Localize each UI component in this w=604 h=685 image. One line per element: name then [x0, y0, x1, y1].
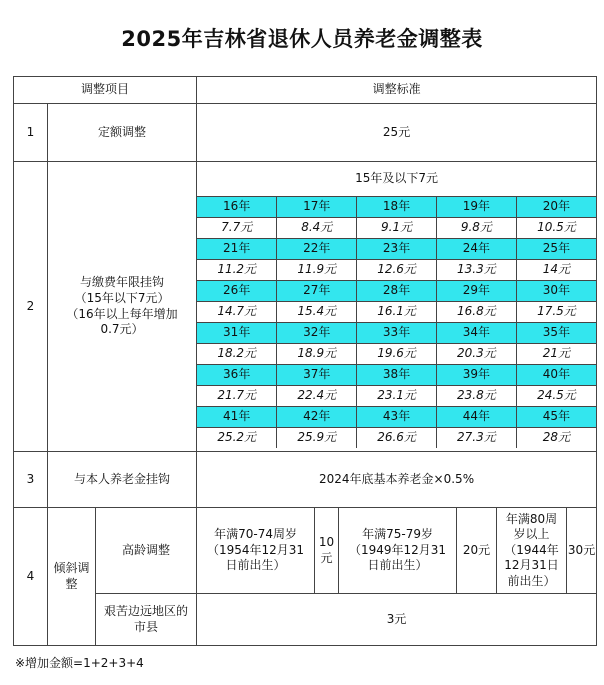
- years-cell: 18年: [357, 197, 437, 218]
- amount-cell: 11.9元: [277, 260, 357, 281]
- amount-cell: 8.4元: [277, 218, 357, 239]
- elderly-amount: 10元: [315, 508, 339, 594]
- amount-cell: 10.5元: [516, 218, 596, 239]
- row-3-standard: 2024年底基本养老金×0.5%: [197, 452, 597, 508]
- years-cell: 41年: [197, 407, 277, 428]
- header-standard: 调整标准: [197, 77, 597, 104]
- amount-cell: 18.9元: [277, 344, 357, 365]
- amount-cell: 9.8元: [436, 218, 516, 239]
- amount-cell: 25.9元: [277, 428, 357, 449]
- years-cell: 36年: [197, 365, 277, 386]
- years-cell: 23年: [357, 239, 437, 260]
- amount-cell: 12.6元: [357, 260, 437, 281]
- years-cell: 34年: [436, 323, 516, 344]
- amount-cell: 11.2元: [197, 260, 277, 281]
- elderly-amount: 20元: [457, 508, 497, 594]
- years-cell: 29年: [436, 281, 516, 302]
- elderly-amount: 30元: [567, 508, 597, 594]
- row-1-standard: 25元: [197, 104, 597, 162]
- years-cell: 33年: [357, 323, 437, 344]
- amount-cell: 21.7元: [197, 386, 277, 407]
- row-2-item-line: 与缴费年限挂钩: [80, 275, 165, 290]
- row-3-no: 3: [14, 452, 48, 508]
- amount-cell: 13.3元: [436, 260, 516, 281]
- page-title: 2025年吉林省退休人员养老金调整表: [121, 27, 483, 51]
- years-cell: 16年: [197, 197, 277, 218]
- amount-cell: 20.3元: [436, 344, 516, 365]
- amount-cell: 16.8元: [436, 302, 516, 323]
- amount-cell: 22.4元: [277, 386, 357, 407]
- years-cell: 30年: [516, 281, 596, 302]
- years-cell: 35年: [516, 323, 596, 344]
- row-2-item: [48, 162, 197, 452]
- elderly-label: 高龄调整: [96, 508, 197, 594]
- amount-cell: 28元: [516, 428, 596, 449]
- years-cell: 43年: [357, 407, 437, 428]
- row-2-item-line: 0.7元）: [100, 322, 144, 337]
- amount-cell: 23.8元: [436, 386, 516, 407]
- amount-cell: 18.2元: [197, 344, 277, 365]
- amount-cell: 23.1元: [357, 386, 437, 407]
- years-cell: 40年: [516, 365, 596, 386]
- remote-amount: 3元: [197, 594, 597, 646]
- years-cell: 20年: [516, 197, 596, 218]
- row-1-item: 定额调整: [48, 104, 197, 162]
- amount-cell: 17.5元: [516, 302, 596, 323]
- years-cell: 22年: [277, 239, 357, 260]
- row-1-no: 1: [14, 104, 48, 162]
- amount-cell: 27.3元: [436, 428, 516, 449]
- elderly-cond: 年满70-74周岁（1954年12月31日前出生）: [197, 508, 315, 594]
- amount-cell: 14元: [516, 260, 596, 281]
- amount-cell: 15.4元: [277, 302, 357, 323]
- row-2-item-line: （15年以下7元）: [74, 290, 170, 305]
- row-2-item-line: （16年以上每年增加: [66, 306, 178, 321]
- years-cell: 37年: [277, 365, 357, 386]
- years-cell: 21年: [197, 239, 277, 260]
- years-cell: 27年: [277, 281, 357, 302]
- amount-cell: 9.1元: [357, 218, 437, 239]
- years-cell: 28年: [357, 281, 437, 302]
- row-4-no: 4: [14, 508, 48, 646]
- years-cell: 45年: [516, 407, 596, 428]
- elderly-cond: 年满75-79岁（1949年12月31日前出生）: [339, 508, 457, 594]
- years-cell: 32年: [277, 323, 357, 344]
- years-cell: 26年: [197, 281, 277, 302]
- amount-cell: 25.2元: [197, 428, 277, 449]
- elderly-cond: 年满80周岁以上 （1944年12月31日前出生）: [497, 508, 567, 594]
- years-grid: [197, 197, 596, 448]
- years-cell: 42年: [277, 407, 357, 428]
- years-cell: 25年: [516, 239, 596, 260]
- years-cell: 24年: [436, 239, 516, 260]
- header-item: 调整项目: [14, 77, 197, 104]
- row-2-standard: [197, 162, 597, 452]
- years-cell: 17年: [277, 197, 357, 218]
- footnote: ※增加金额=1+2+3+4: [15, 656, 144, 670]
- years-cell: 44年: [436, 407, 516, 428]
- amount-cell: 16.1元: [357, 302, 437, 323]
- amount-cell: 24.5元: [516, 386, 596, 407]
- amount-cell: 14.7元: [197, 302, 277, 323]
- years-cell: 39年: [436, 365, 516, 386]
- amount-cell: 26.6元: [357, 428, 437, 449]
- amount-cell: 7.7元: [197, 218, 277, 239]
- remote-label: 艰苦边远地区的市县: [96, 594, 197, 646]
- row-2-no: 2: [14, 162, 48, 452]
- row-3-item: 与本人养老金挂钩: [48, 452, 197, 508]
- amount-cell: 21元: [516, 344, 596, 365]
- row-4-group: 倾斜调整: [48, 508, 96, 646]
- amount-cell: 19.6元: [357, 344, 437, 365]
- years-cell: 31年: [197, 323, 277, 344]
- years-cell: 38年: [357, 365, 437, 386]
- years-cell: 19年: [436, 197, 516, 218]
- adjustment-table: [13, 76, 596, 646]
- row-2-subhead: 15年及以下7元: [197, 162, 596, 197]
